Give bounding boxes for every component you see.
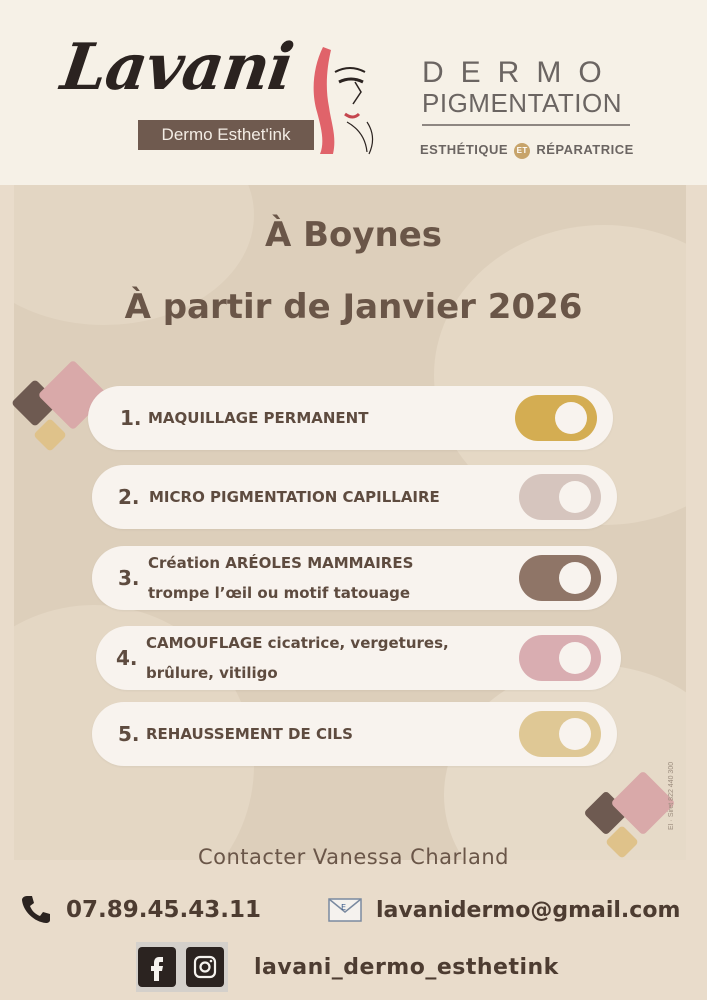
- subtag-et-badge: ET: [514, 143, 530, 159]
- subtag-left: ESTHÉTIQUE: [420, 142, 509, 157]
- pigmentation-title: PIGMENTATION: [422, 88, 623, 118]
- service-label: MICRO PIGMENTATION CAPILLAIRE: [149, 488, 440, 506]
- service-label: MAQUILLAGE PERMANENT: [148, 409, 369, 427]
- envelope-icon: [328, 897, 362, 923]
- service-label: CAMOUFLAGE cicatrice, vergetures,: [146, 634, 449, 652]
- instagram-icon[interactable]: [186, 947, 224, 987]
- toggle-knob: [559, 562, 591, 594]
- toggle-knob: [559, 718, 591, 750]
- service-sublabel: brûlure, vitiligo: [146, 664, 278, 682]
- service-number: 3.: [118, 566, 140, 590]
- header: [0, 0, 707, 185]
- facebook-icon[interactable]: [138, 947, 176, 987]
- date-heading: À partir de Janvier 2026: [124, 287, 583, 327]
- service-item: [96, 626, 621, 690]
- phone-number[interactable]: 07.89.45.43.11: [66, 897, 261, 923]
- service-toggle[interactable]: [519, 711, 601, 757]
- toggle-knob: [559, 642, 591, 674]
- service-number: 5.: [118, 722, 140, 746]
- email-address[interactable]: lavanidermo@gmail.com: [376, 898, 681, 923]
- service-label: REHAUSSEMENT DE CILS: [146, 725, 353, 743]
- svg-text:E: E: [341, 903, 347, 912]
- service-toggle[interactable]: [519, 635, 601, 681]
- subtag-right: RÉPARATRICE: [536, 142, 634, 157]
- service-toggle[interactable]: [515, 395, 597, 441]
- brand-logo-tag: Dermo Esthet'ink: [138, 120, 314, 150]
- service-number: 1.: [120, 406, 142, 430]
- location-heading: À Boynes: [264, 215, 443, 255]
- divider: [422, 124, 630, 126]
- service-item: [92, 702, 617, 766]
- social-handle[interactable]: lavani_dermo_esthetink: [254, 955, 559, 980]
- subtag: [420, 142, 635, 159]
- legal-id-text: EI · Siret 822 440 300: [668, 761, 675, 830]
- toggle-knob: [559, 481, 591, 513]
- service-item: [92, 465, 617, 529]
- service-sublabel: trompe l’œil ou motif tatouage: [148, 584, 411, 602]
- service-item: [88, 386, 613, 450]
- phone-icon: [20, 893, 52, 925]
- contact-heading: Contacter Vanessa Charland: [197, 845, 509, 869]
- toggle-knob: [555, 402, 587, 434]
- service-toggle[interactable]: [519, 474, 601, 520]
- service-toggle[interactable]: [519, 555, 601, 601]
- brand-logo-script: Lavani: [56, 30, 298, 105]
- service-number: 4.: [116, 646, 138, 670]
- service-item: [92, 546, 617, 610]
- service-label: Création ARÉOLES MAMMAIRES: [148, 554, 414, 572]
- face-illustration-icon: [295, 42, 385, 157]
- service-number: 2.: [118, 485, 140, 509]
- dermo-title: DERMO: [422, 56, 619, 89]
